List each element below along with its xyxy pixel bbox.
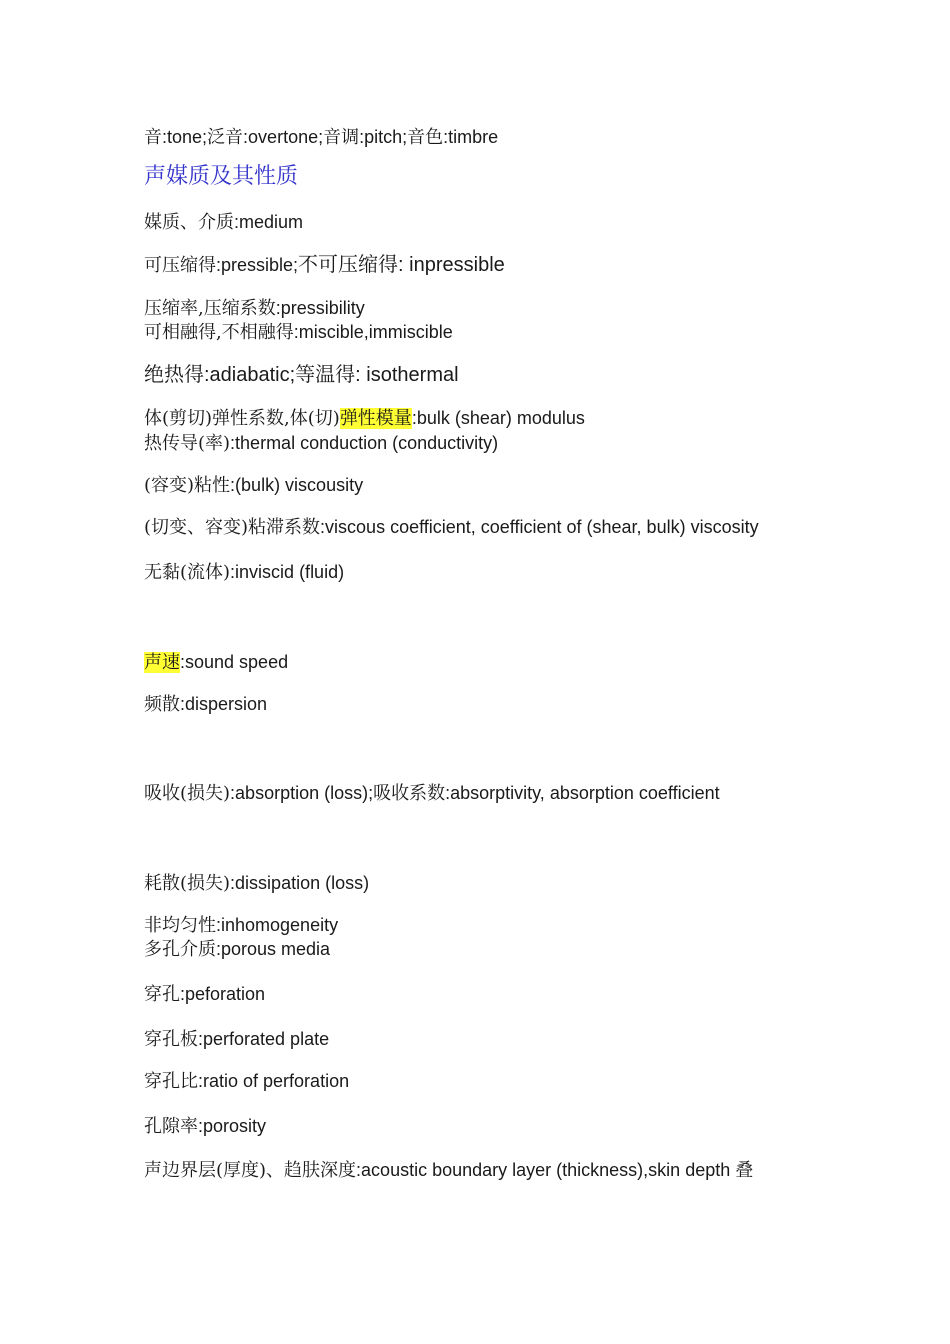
term-line-ratio-of-perforation: 穿孔比:ratio of perforation	[144, 1071, 350, 1092]
term-line-porosity: 孔隙率:porosity	[144, 1116, 267, 1137]
term-line-tone: 音:tone;泛音:overtone;音调:pitch;音色:timbre	[144, 127, 499, 148]
term-line-dispersion: 频散:dispersion	[144, 694, 268, 715]
term-line-perforated-plate: 穿孔板:perforated plate	[144, 1029, 330, 1050]
term-line-inviscid: 无黏(流体):inviscid (fluid)	[144, 562, 345, 583]
term-line-dissipation: 耗散(损失):dissipation (loss)	[144, 873, 370, 894]
term-line-viscous-coefficient: (切变、容变)粘滞系数:viscous coefficient, coefficient of (shear, bulk) viscosity	[144, 517, 759, 538]
term-line-inhomogeneity: 非均匀性:inhomogeneity	[144, 915, 339, 936]
term-line-pressible: 可压缩得:pressible;不可压缩得: inpressible	[144, 252, 505, 276]
term-line-medium: 媒质、介质:medium	[144, 212, 304, 233]
highlighted-term: 声速	[144, 652, 180, 673]
term-line-sound-speed: 声速:sound speed	[144, 652, 289, 673]
term-line-modulus: 体(剪切)弹性系数,体(切)弹性模量:bulk (shear) modulus	[144, 408, 585, 429]
term-line-pressibility: 压缩率,压缩系数:pressibility	[144, 298, 365, 319]
term-line-porous-media: 多孔介质:porous media	[144, 939, 331, 960]
term-line-peforation: 穿孔:peforation	[144, 984, 266, 1005]
section-heading: 声媒质及其性质	[144, 164, 299, 189]
highlighted-term: 弹性模量	[339, 408, 412, 429]
term-line-bulk-viscousity: (容变)粘性:(bulk) viscousity	[144, 475, 364, 496]
term-line-adiabatic: 绝热得:adiabatic;等温得: isothermal	[144, 362, 459, 386]
term-line-absorption: 吸收(损失):absorption (loss);吸收系数:absorptivity, absorption coefficient	[144, 783, 720, 804]
term-line-miscible: 可相融得,不相融得:miscible,immiscible	[144, 322, 453, 343]
term-line-conduction: 热传导(率):thermal conduction (conductivity)	[144, 433, 499, 454]
term-line-boundary-layer: 声边界层(厚度)、趋肤深度:acoustic boundary layer (thickness),skin depth 叠	[144, 1160, 754, 1181]
